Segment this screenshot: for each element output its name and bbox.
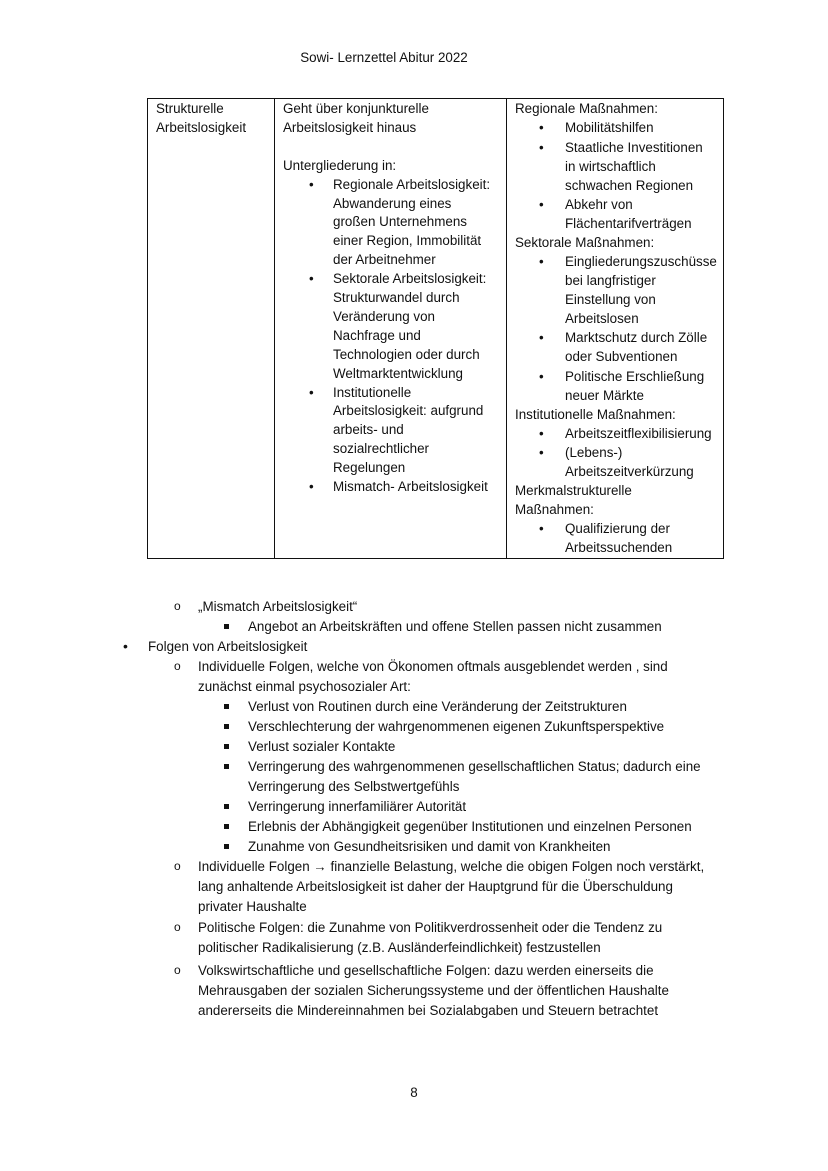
- cell-line: • Abkehr von: [565, 197, 633, 213]
- cell-measures: [507, 99, 724, 559]
- cell-line: Arbeitssuchenden: [565, 540, 673, 556]
- square-bullet-icon: [224, 724, 229, 729]
- list-line: Individuelle Folgen, welche von Ökonomen oftmals ausgeblendet werden , sind: [198, 659, 668, 674]
- cell-line: der Arbeitnehmer: [333, 252, 436, 268]
- cell-line: • Politische Erschließung: [565, 368, 705, 384]
- cell-line: Maßnahmen:: [515, 502, 594, 518]
- cell-line: Technologien oder durch: [333, 346, 480, 362]
- cell-line: schwachen Regionen: [565, 177, 694, 193]
- list-line: Erlebnis der Abhängigkeit gegenüber Institutionen und einzelnen Personen: [248, 819, 692, 834]
- list-line: Verringerung des wahrgenommenen gesellschaftlichen Status; dadurch eine: [248, 759, 701, 774]
- list-line: Verlust sozialer Kontakte: [248, 739, 396, 754]
- cell-line: Regionale Maßnahmen:: [515, 101, 658, 116]
- page-number: 8: [410, 1085, 418, 1100]
- square-bullet-icon: [224, 804, 229, 809]
- cell-line: • Mismatch- Arbeitslosigkeit: [333, 479, 488, 495]
- cell-line: Veränderung von: [333, 308, 435, 324]
- page-header: Sowi- Lernzettel Abitur 2022: [300, 50, 468, 65]
- list-item: [515, 139, 719, 196]
- cell-line: einer Region, Immobilität: [333, 233, 482, 249]
- list-line: Folgen von Arbeitslosigkeit: [148, 639, 308, 654]
- cell-line: großen Unternehmens: [333, 214, 467, 230]
- cell-line: Einstellung von: [565, 292, 656, 308]
- circle-bullet-icon: o: [174, 599, 181, 613]
- cell-line: Weltmarktentwicklung: [333, 365, 463, 381]
- list-item: [515, 119, 719, 138]
- list-line: privater Haushalte: [198, 899, 307, 914]
- list-line: Angebot an Arbeitskräften und offene Stellen passen nicht zusammen: [248, 619, 662, 634]
- list-item: [515, 520, 719, 558]
- measures-table: [147, 98, 724, 559]
- cell-line: arbeits- und: [333, 422, 404, 438]
- list-line: Individuelle Folgen → finanzielle Belastung, welche die obigen Folgen noch verstärkt,: [198, 859, 705, 874]
- cell-line: • Staatliche Investitionen: [565, 139, 703, 155]
- cell-type: [148, 99, 275, 559]
- cell-line: Regelungen: [333, 460, 406, 476]
- list-line: Volkswirtschaftliche und gesellschaftliche Folgen: dazu werden einerseits die: [198, 963, 654, 978]
- list-item: [283, 384, 498, 479]
- list-line: Mehrausgaben der sozialen Sicherungssysteme und der öffentlichen Haushalte: [198, 983, 669, 998]
- cell-line: Arbeitslosigkeit: [156, 119, 247, 135]
- list-line: Verschlechterung der wahrgenommenen eigenen Zukunftsperspektive: [248, 719, 665, 734]
- cell-line: Sektorale Maßnahmen:: [515, 234, 655, 250]
- cell-line: Strukturwandel durch: [333, 290, 460, 306]
- circle-bullet-icon: o: [174, 920, 181, 934]
- list-line: zunächst einmal psychosozialer Art:: [198, 679, 411, 694]
- cell-line: Nachfrage und: [333, 327, 421, 343]
- list-line: politischer Radikalisierung (z.B. Ausländerfeindlichkeit) festzustellen: [198, 940, 601, 955]
- cell-line: • Eingliederungszuschüsse: [565, 254, 717, 270]
- cell-line: neuer Märkte: [565, 387, 644, 403]
- cell-line: • Qualifizierung der: [565, 521, 670, 537]
- cell-line: in wirtschaftlich: [565, 158, 656, 174]
- cell-line: Arbeitslosigkeit hinaus: [283, 119, 417, 135]
- circle-bullet-icon: o: [174, 859, 181, 873]
- circle-bullet-icon: o: [174, 659, 181, 673]
- cell-line: Arbeitszeitverkürzung: [565, 464, 694, 480]
- cell-description: [275, 99, 507, 559]
- cell-line: Flächentarifverträgen: [565, 215, 692, 231]
- square-bullet-icon: [224, 764, 229, 769]
- list-line: Verringerung innerfamiliärer Autorität: [248, 799, 467, 814]
- cell-line: • Sektorale Arbeitslosigkeit:: [333, 271, 487, 287]
- cell-line: Institutionelle Maßnahmen:: [515, 406, 676, 422]
- list-item: [515, 368, 719, 406]
- square-bullet-icon: [224, 624, 229, 629]
- list-line: lang anhaltende Arbeitslosigkeit ist daher der Hauptgrund für die Überschuldung: [198, 879, 673, 894]
- list-line: „Mismatch Arbeitslosigkeit“: [198, 599, 358, 614]
- square-bullet-icon: [224, 824, 229, 829]
- cell-line: Untergliederung in:: [283, 157, 397, 173]
- cell-line: sozialrechtlicher: [333, 441, 430, 457]
- cell-line: • Regionale Arbeitslosigkeit:: [333, 176, 491, 192]
- cell-line: • (Lebens-): [565, 445, 623, 461]
- list-item: [515, 425, 719, 444]
- cell-line: • Institutionelle: [333, 384, 412, 400]
- cell-line: bei langfristiger: [565, 273, 656, 289]
- cell-line: Arbeitslosigkeit: aufgrund: [333, 403, 484, 419]
- dot-bullet-icon: •: [123, 638, 128, 654]
- cell-line: Geht über konjunkturelle: [283, 101, 429, 116]
- cell-line: Strukturelle: [156, 101, 224, 116]
- list-item: [515, 444, 719, 482]
- cell-line: Abwanderung eines: [333, 195, 452, 211]
- list-item: [283, 176, 498, 271]
- list-line: Verringerung des Selbstwertgefühls: [248, 779, 460, 794]
- list-item: [283, 478, 498, 497]
- square-bullet-icon: [224, 704, 229, 709]
- list-item: [515, 253, 719, 329]
- cell-line: oder Subventionen: [565, 349, 678, 365]
- circle-bullet-icon: o: [174, 963, 181, 977]
- cell-line: • Mobilitätshilfen: [565, 120, 654, 136]
- list-item: [515, 196, 719, 234]
- list-line: andererseits die Mindereinnahmen bei Sozialabgaben und Steuern betrachtet: [198, 1003, 659, 1018]
- square-bullet-icon: [224, 744, 229, 749]
- table-row: [148, 99, 724, 559]
- list-line: Politische Folgen: die Zunahme von Politikverdrossenheit oder die Tendenz zu: [198, 920, 663, 935]
- cell-line: Merkmalstrukturelle: [515, 483, 632, 499]
- square-bullet-icon: [224, 844, 229, 849]
- list-line: Verlust von Routinen durch eine Veränderung der Zeitstrukturen: [248, 699, 627, 714]
- cell-line: Arbeitslosen: [565, 310, 639, 326]
- cell-line: • Arbeitszeitflexibilisierung: [565, 425, 712, 441]
- cell-line: • Marktschutz durch Zölle: [565, 330, 708, 346]
- list-line: Zunahme von Gesundheitsrisiken und damit von Krankheiten: [248, 839, 611, 854]
- list-item: [515, 329, 719, 367]
- list-item: [283, 270, 498, 383]
